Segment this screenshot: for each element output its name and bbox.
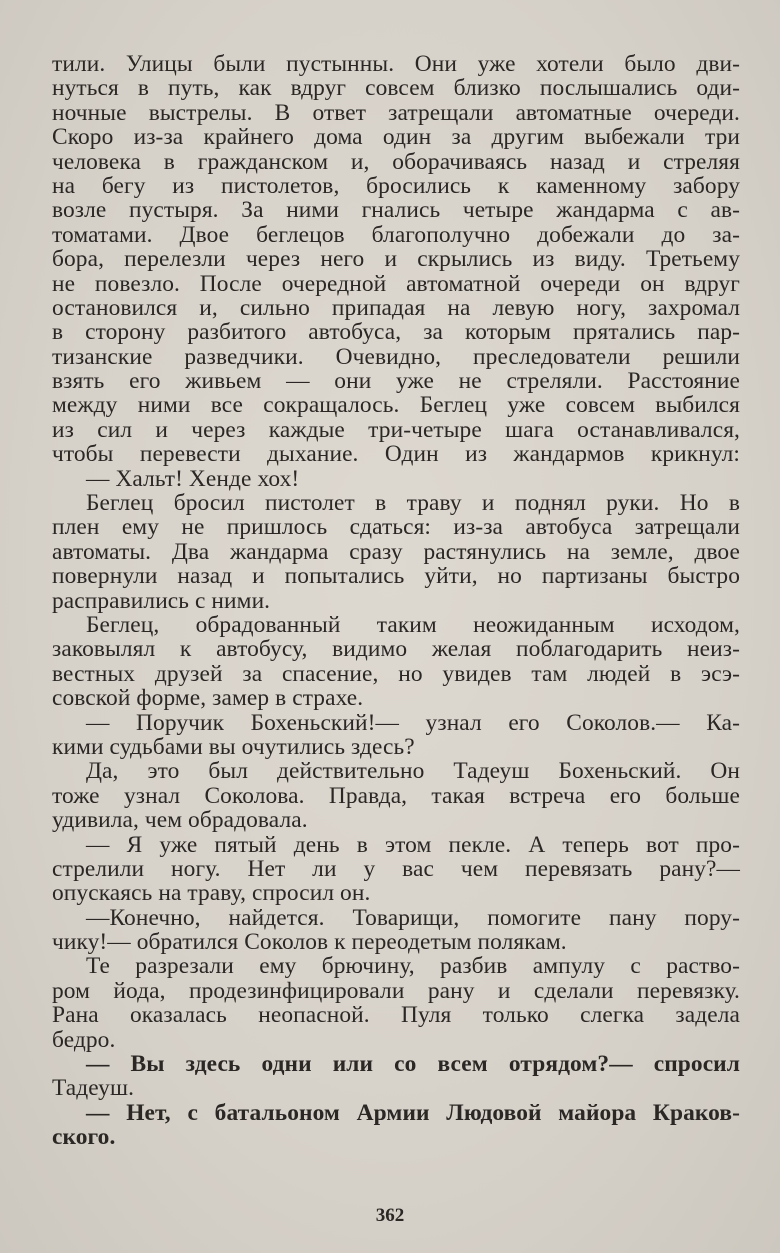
text-line: Тадеуш.: [52, 1075, 135, 1102]
text-line: заковылял к автобусу, видимо желая поблагодарить неиз-: [52, 636, 740, 663]
text-line: Те разрезали ему брючину, разбив ампулу с раство-: [86, 953, 740, 980]
text-line: тоже узнал Соколова. Правда, такая встреча его больше: [52, 782, 740, 809]
page-number: 362: [375, 1205, 405, 1226]
text-line: автоматы. Два жандарма сразу растянулись на земле, двое: [52, 538, 740, 565]
text-line: —Конечно, найдется. Товарищи, помогите пану пору-: [86, 904, 740, 931]
text-line: ром йода, продезинфицировали рану и сделали перевязку.: [52, 977, 740, 1004]
text-line: кими судьбами вы очутились здесь?: [52, 733, 415, 760]
text-line: удивила, чем обрадовала.: [52, 807, 308, 834]
text-line: Беглец бросил пистолет в траву и поднял руки. Но в: [86, 490, 740, 517]
text-line: из сил и через каждые три-четыре шага останавливался,: [52, 416, 740, 443]
text-line: — Нет, с батальоном Армии Людовой майора Краков-: [86, 1099, 740, 1126]
text-line: расправились с ними.: [52, 587, 271, 614]
text-line: ского.: [52, 1124, 116, 1151]
text-line: чику!— обратился Соколов к переодетым полякам.: [52, 929, 567, 956]
text-line: — Вы здесь одни или со всем отрядом?— спросил: [86, 1051, 740, 1078]
text-line: Беглец, обрадованный таким неожиданным исходом,: [86, 611, 740, 638]
text-line: плен ему не пришлось сдаться: из-за автобуса затрещали: [52, 514, 740, 541]
text-line: Скоро из-за крайнего дома один за другим выбежали три: [52, 124, 740, 151]
text-line: человека в гражданском и, оборачиваясь назад и стреляя: [52, 148, 740, 175]
text-line: в сторону разбитого автобуса, за которым прятались пар-: [52, 319, 740, 346]
text-line: тизанские разведчики. Очевидно, преследователи решили: [52, 343, 740, 370]
text-line: не повезло. После очередной автоматной очереди он вдруг: [52, 270, 740, 297]
text-line: на бегу из пистолетов, бросились к каменному забору: [52, 172, 740, 199]
text-line: тили. Улицы были пустынны. Они уже хотели было дви-: [52, 51, 740, 77]
text-line: томатами. Двое беглецов благополучно добежали до за-: [52, 221, 740, 248]
text-line: бора, перелезли через него и скрылись из виду. Третьему: [52, 246, 740, 273]
text-line: совской форме, замер в страхе.: [52, 685, 364, 712]
text-line: опускаясь на траву, спросил он.: [52, 880, 371, 907]
text-line: — Хальт! Хенде хох!: [86, 465, 300, 492]
body-text: [52, 52, 740, 1150]
text-line: остановился и, сильно припадая на левую ногу, захромал: [52, 294, 740, 321]
text-line: нуться в путь, как вдруг совсем близко послышались оди-: [52, 75, 740, 102]
text-line: ночные выстрелы. В ответ затрещали автоматные очереди.: [52, 99, 740, 126]
text-line: Да, это был действительно Тадеуш Бохеньский. Он: [86, 758, 740, 785]
text-line: Рана оказалась неопасной. Пуля только слегка задела: [52, 1002, 740, 1029]
text-line: возле пустыря. За ними гнались четыре жандарма с ав-: [52, 197, 740, 224]
text-line: взять его живьем — они уже не стреляли. Расстояние: [52, 368, 740, 395]
text-line: чтобы перевести дыхание. Один из жандармов крикнул:: [52, 441, 740, 468]
text-line: вестных друзей за спасение, но увидев там людей в эсэ-: [52, 660, 740, 687]
text-line: — Поручик Бохеньский!— узнал его Соколов.— Ка-: [86, 709, 740, 736]
text-line: между ними все сокращалось. Беглец уже совсем выбился: [52, 392, 740, 419]
text-line: — Я уже пятый день в этом пекле. А теперь вот про-: [86, 831, 740, 858]
text-line: стрелили ногу. Нет ли у вас чем перевязать рану?—: [52, 855, 740, 882]
text-line: повернули назад и попытались уйти, но партизаны быстро: [52, 563, 740, 590]
text-line: бедро.: [52, 1026, 116, 1053]
